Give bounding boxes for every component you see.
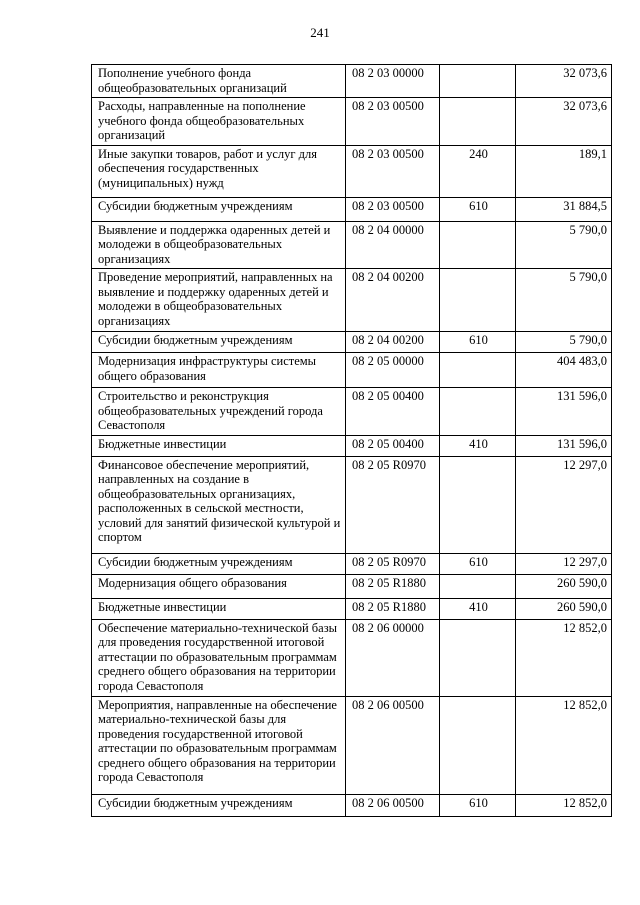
cell-expense-type: 410 <box>440 598 516 619</box>
cell-name: Проведение мероприятий, направленных на выявление и поддержку одаренных детей и молодежи в общеобразовательных организациях <box>92 269 346 332</box>
cell-code: 08 2 05 R0970 <box>346 456 440 553</box>
cell-name: Субсидии бюджетным учреждениям <box>92 553 346 574</box>
cell-expense-type <box>440 696 516 794</box>
cell-name: Бюджетные инвестиции <box>92 598 346 619</box>
cell-expense-type <box>440 388 516 436</box>
cell-amount: 12 297,0 <box>516 553 612 574</box>
table-row <box>92 794 612 816</box>
cell-expense-type: 240 <box>440 145 516 197</box>
table-row <box>92 456 612 553</box>
cell-code: 08 2 04 00200 <box>346 332 440 353</box>
cell-name: Субсидии бюджетным учреждениям <box>92 197 346 221</box>
cell-amount: 12 852,0 <box>516 619 612 696</box>
cell-name: Обеспечение материально-технической базы для проведения государственной итоговой аттестации по образовательным программам среднего общего образования на территории города Севастополя <box>92 619 346 696</box>
cell-amount: 260 590,0 <box>516 574 612 598</box>
cell-expense-type <box>440 619 516 696</box>
cell-amount: 5 790,0 <box>516 221 612 269</box>
cell-expense-type <box>440 221 516 269</box>
cell-code: 08 2 06 00000 <box>346 619 440 696</box>
table-row <box>92 65 612 98</box>
cell-amount: 12 852,0 <box>516 794 612 816</box>
table-row <box>92 574 612 598</box>
cell-expense-type <box>440 269 516 332</box>
cell-name: Пополнение учебного фонда общеобразовательных организаций <box>92 65 346 98</box>
table-row <box>92 553 612 574</box>
cell-name: Модернизация общего образования <box>92 574 346 598</box>
cell-code: 08 2 04 00000 <box>346 221 440 269</box>
cell-code: 08 2 06 00500 <box>346 696 440 794</box>
cell-amount: 131 596,0 <box>516 435 612 456</box>
cell-amount: 12 852,0 <box>516 696 612 794</box>
cell-code: 08 2 04 00200 <box>346 269 440 332</box>
cell-expense-type <box>440 456 516 553</box>
cell-code: 08 2 05 00000 <box>346 353 440 388</box>
cell-name: Бюджетные инвестиции <box>92 435 346 456</box>
table-row <box>92 98 612 146</box>
table-row <box>92 269 612 332</box>
cell-expense-type <box>440 98 516 146</box>
cell-amount: 32 073,6 <box>516 65 612 98</box>
cell-amount: 31 884,5 <box>516 197 612 221</box>
table-row <box>92 145 612 197</box>
cell-code: 08 2 03 00000 <box>346 65 440 98</box>
cell-expense-type: 610 <box>440 332 516 353</box>
cell-name: Строительство и реконструкция общеобразовательных учреждений города Севастополя <box>92 388 346 436</box>
cell-amount: 260 590,0 <box>516 598 612 619</box>
cell-amount: 12 297,0 <box>516 456 612 553</box>
cell-amount: 5 790,0 <box>516 332 612 353</box>
cell-expense-type <box>440 65 516 98</box>
table-row <box>92 197 612 221</box>
table-row <box>92 353 612 388</box>
table-row <box>92 435 612 456</box>
table-row <box>92 598 612 619</box>
cell-amount: 131 596,0 <box>516 388 612 436</box>
cell-expense-type: 610 <box>440 197 516 221</box>
table-row <box>92 221 612 269</box>
cell-amount: 5 790,0 <box>516 269 612 332</box>
cell-code: 08 2 03 00500 <box>346 197 440 221</box>
table-row <box>92 619 612 696</box>
cell-amount: 32 073,6 <box>516 98 612 146</box>
cell-name: Мероприятия, направленные на обеспечение материально-технической базы для проведения государственной итоговой аттестации по образовательным программам среднего общего образования на территории города Севастополя <box>92 696 346 794</box>
cell-name: Субсидии бюджетным учреждениям <box>92 332 346 353</box>
cell-code: 08 2 05 R1880 <box>346 574 440 598</box>
cell-amount: 404 483,0 <box>516 353 612 388</box>
cell-code: 08 2 05 00400 <box>346 435 440 456</box>
cell-code: 08 2 03 00500 <box>346 145 440 197</box>
cell-expense-type: 410 <box>440 435 516 456</box>
cell-amount: 189,1 <box>516 145 612 197</box>
budget-table-body <box>92 65 612 817</box>
budget-table <box>91 64 612 817</box>
cell-name: Иные закупки товаров, работ и услуг для обеспечения государственных (муниципальных) нужд <box>92 145 346 197</box>
table-row <box>92 332 612 353</box>
cell-name: Субсидии бюджетным учреждениям <box>92 794 346 816</box>
cell-code: 08 2 05 00400 <box>346 388 440 436</box>
cell-code: 08 2 05 R1880 <box>346 598 440 619</box>
cell-expense-type <box>440 574 516 598</box>
cell-expense-type <box>440 353 516 388</box>
cell-expense-type: 610 <box>440 553 516 574</box>
cell-code: 08 2 03 00500 <box>346 98 440 146</box>
cell-name: Выявление и поддержка одаренных детей и молодежи в общеобразовательных организациях <box>92 221 346 269</box>
table-row <box>92 388 612 436</box>
cell-code: 08 2 05 R0970 <box>346 553 440 574</box>
cell-name: Финансовое обеспечение мероприятий, направленных на создание в общеобразовательных организациях, расположенных в сельской местности, условий для занятий физической культурой и спортом <box>92 456 346 553</box>
table-row <box>92 696 612 794</box>
page-number: 241 <box>310 25 330 40</box>
cell-code: 08 2 06 00500 <box>346 794 440 816</box>
cell-name: Расходы, направленные на пополнение учебного фонда общеобразовательных организаций <box>92 98 346 146</box>
cell-name: Модернизация инфраструктуры системы общего образования <box>92 353 346 388</box>
cell-expense-type: 610 <box>440 794 516 816</box>
